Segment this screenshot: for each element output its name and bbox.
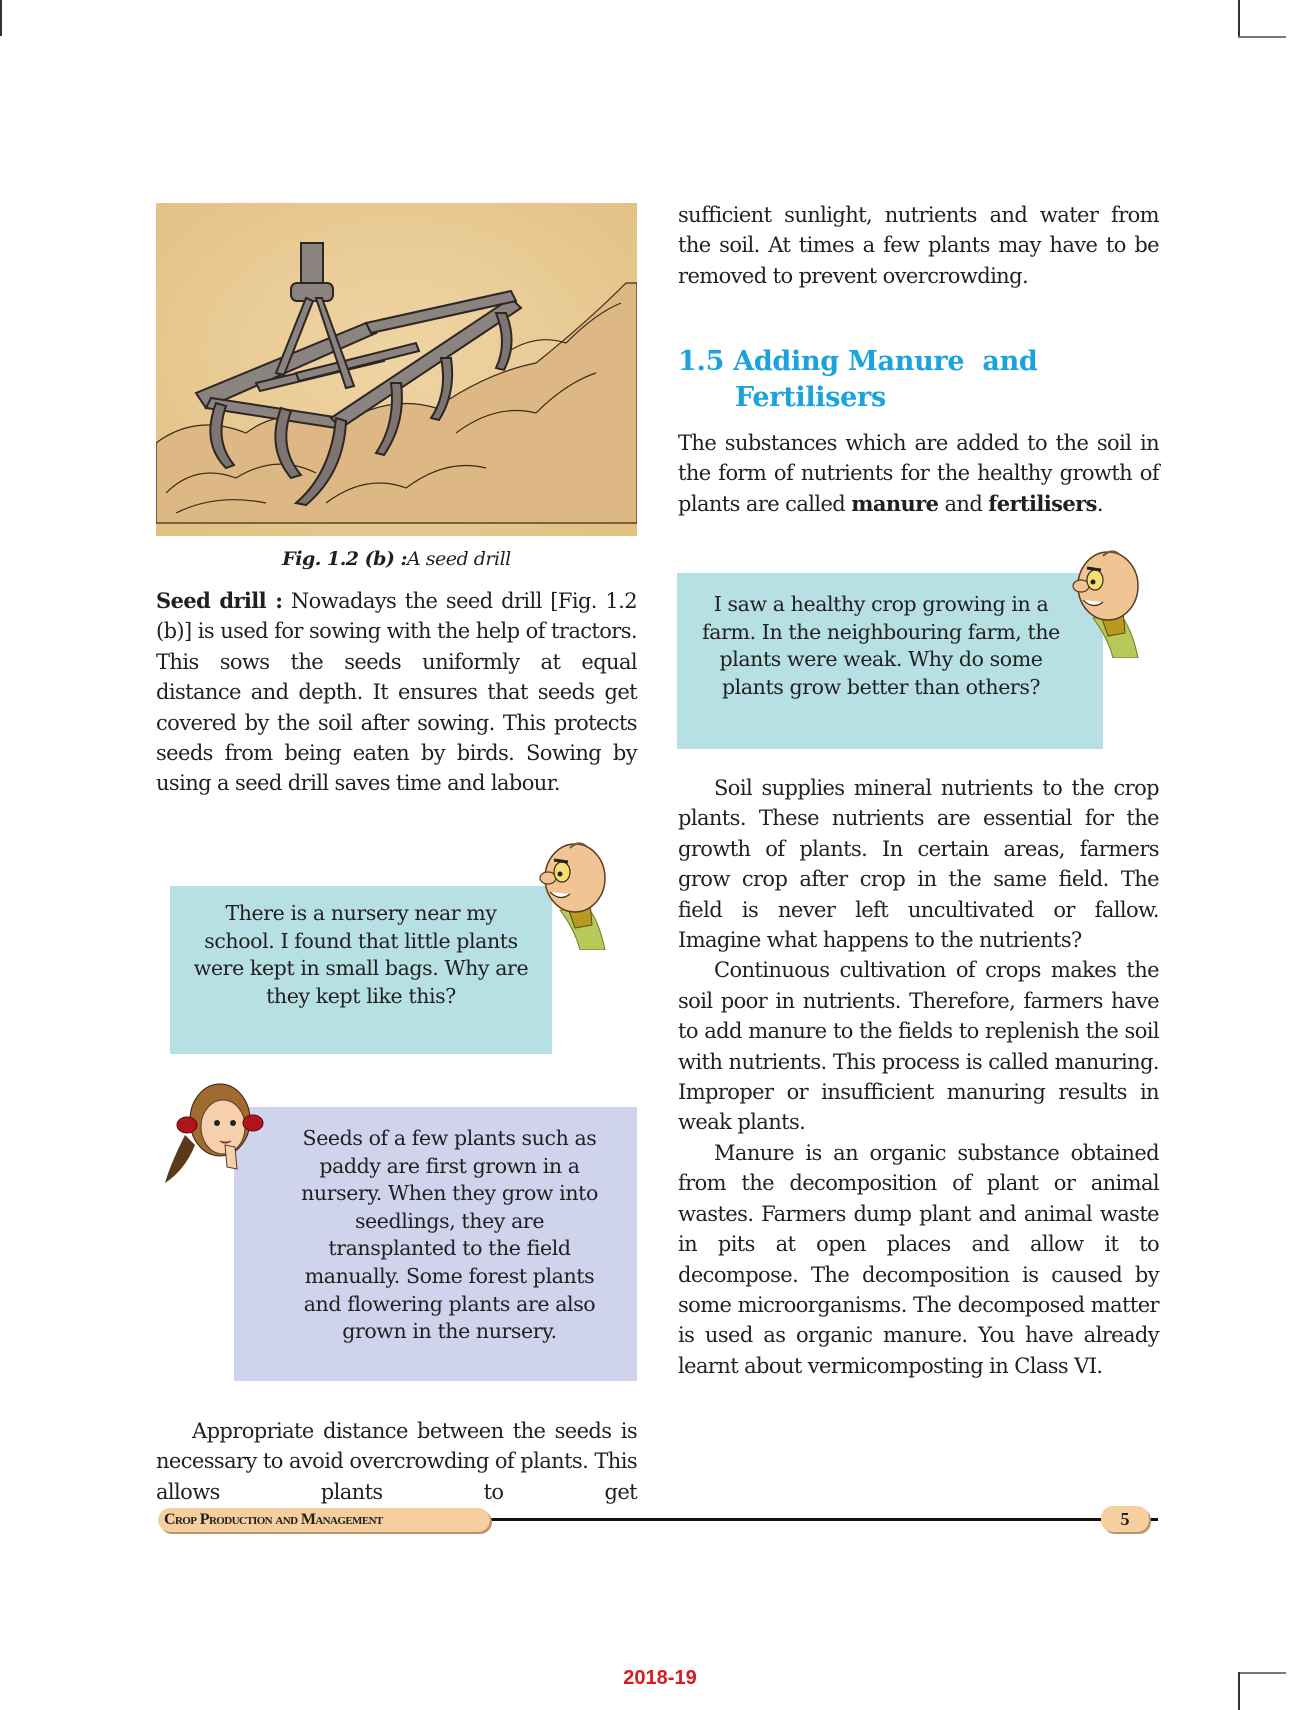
definition-paragraph bbox=[678, 428, 1159, 519]
section-title-line1: Adding Manure and bbox=[733, 346, 1038, 377]
continued-paragraph bbox=[678, 200, 1159, 291]
term-fertilisers: fertilisers bbox=[988, 490, 1097, 516]
question-text: There is a nursery near my school. I found that little plants were kept in small bags. Why are they kept like this? bbox=[193, 901, 529, 1008]
chapter-title: Crop Production and Management bbox=[164, 1511, 383, 1528]
definition-text: The substances which are added to the soil in the form of nutrients for the healthy growth of plants are called bbox=[678, 431, 1159, 516]
definition-joiner: and bbox=[938, 491, 989, 516]
paragraph-continuous-cultivation: Continuous cultivation of crops makes the soil poor in nutrients. Therefore, farmers have to add manure to the fields to replenish the soil with nutrients. This process is called manuring. Improper or insufficient manuring results in weak plants. bbox=[678, 958, 1159, 1135]
chapter-title-badge bbox=[158, 1508, 490, 1532]
spacing-text: Appropriate distance between the seeds is necessary to avoid overcrowding of plants. This allows plants to get bbox=[156, 1419, 637, 1504]
seed-drill-paragraph bbox=[156, 586, 637, 799]
section-title-line2: Fertilisers bbox=[735, 382, 886, 413]
info-text: Seeds of a few plants such as paddy are first grown in a nursery. When they grow into seedlings, they are transplanted to the field manually. Some forest plants and flowering plants are also grown in the nursery. bbox=[301, 1126, 598, 1344]
crop-mark-top-left bbox=[0, 0, 2, 36]
info-box-nursery bbox=[234, 1107, 637, 1381]
question-text: I saw a healthy crop growing in a farm. In the neighbouring farm, the plants were weak. Why do some plants grow better than others? bbox=[702, 592, 1060, 699]
manure-paragraphs bbox=[678, 773, 1159, 1381]
crop-mark-top-right-v bbox=[1238, 0, 1240, 38]
girl-character-icon bbox=[165, 1075, 275, 1190]
paragraph-manure-definition: Manure is an organic substance obtained from the decomposition of plant or animal wastes. Farmers dump plant and animal waste in pits at open places and allow it to decompose. The decomposition is caused by some microorganisms. The decomposed matter is used as organic manure. You have already learnt about vermicomposting in Class VI. bbox=[678, 1140, 1159, 1378]
spacing-paragraph bbox=[156, 1416, 637, 1507]
edition-year: 2018-19 bbox=[623, 1667, 697, 1689]
boy-character-icon bbox=[1053, 548, 1143, 658]
caption-label: Fig. 1.2 (b) : bbox=[282, 548, 408, 570]
seed-drill-icon bbox=[156, 203, 637, 536]
term-manure: manure bbox=[851, 490, 939, 516]
crop-mark-bottom-right-h bbox=[1238, 1672, 1286, 1674]
question-box-nursery bbox=[170, 886, 552, 1054]
figure-caption bbox=[156, 548, 637, 570]
page-number-badge bbox=[1101, 1506, 1149, 1532]
continued-text: sufficient sunlight, nutrients and water from the soil. At times a few plants may have to be removed to prevent overcrowding. bbox=[678, 203, 1159, 288]
boy-character-icon bbox=[520, 840, 610, 950]
seed-drill-text: Nowadays the seed drill [Fig. 1.2 (b)] is used for sowing with the help of tractors. This sows the seeds uniformly at equal distance and depth. It ensures that seeds get covered by the soil after sowing. This protects seeds from being eaten by birds. Sowing by using a seed drill saves time and labour. bbox=[156, 589, 637, 796]
definition-end: . bbox=[1096, 491, 1103, 516]
crop-mark-top-right-h bbox=[1238, 36, 1286, 38]
crop-mark-bottom-right-v bbox=[1238, 1672, 1240, 1710]
seed-drill-illustration bbox=[156, 203, 637, 536]
page-number: 5 bbox=[1120, 1509, 1130, 1529]
seed-drill-term: Seed drill : bbox=[156, 588, 283, 613]
section-heading bbox=[678, 344, 1159, 416]
caption-text: A seed drill bbox=[407, 548, 511, 570]
question-box-healthy-crop bbox=[677, 573, 1103, 749]
paragraph-soil-nutrients: Soil supplies mineral nutrients to the crop plants. These nutrients are essential for the growth of plants. In certain areas, farmers grow crop after crop in the same field. The field is never left uncultivated or fallow. Imagine what happens to the nutrients? bbox=[678, 776, 1159, 953]
section-number: 1.5 bbox=[678, 346, 725, 377]
